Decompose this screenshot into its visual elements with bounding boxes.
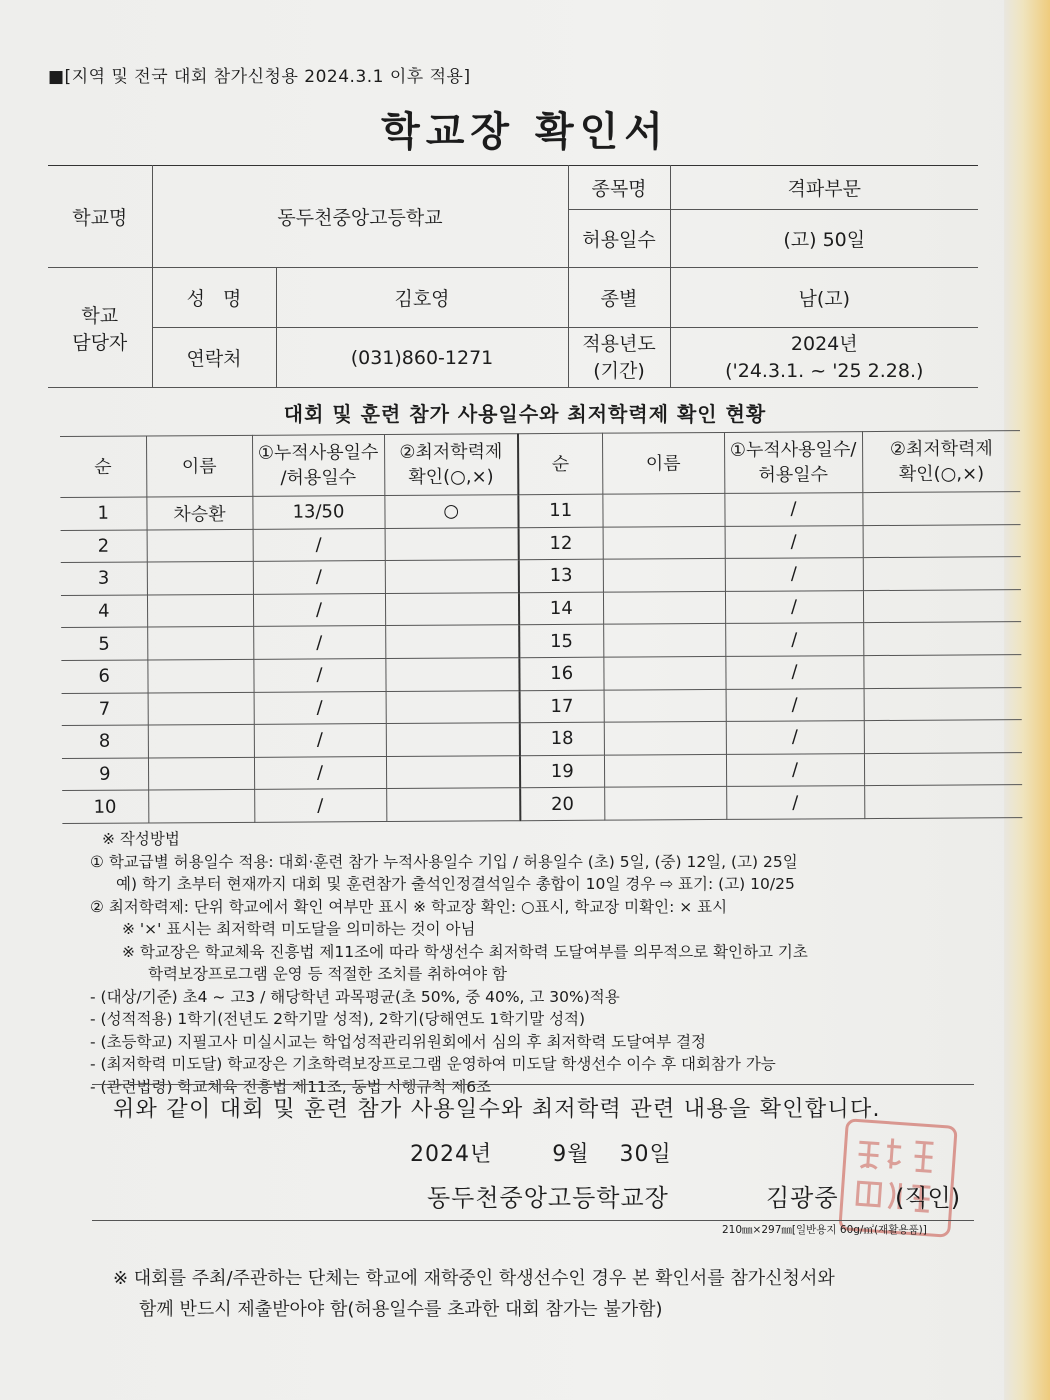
row-name-left xyxy=(147,529,253,562)
row-name-right xyxy=(603,624,725,657)
header-name-right: 이름 xyxy=(602,432,724,494)
year-label-line2: (기간) xyxy=(593,359,645,382)
row-no-left: 1 xyxy=(60,497,146,530)
row-min-left xyxy=(385,625,519,658)
manager-label-line1: 학교 xyxy=(81,304,119,327)
note-item: - (대상/기준) 초4 ~ 고3 / 해당학년 과목평균(초 50%, 중 40%, 고 30%)적용 xyxy=(90,987,620,1006)
row-days-left: 13/50 xyxy=(252,496,384,529)
row-days-right: / xyxy=(724,493,862,526)
row-name-left xyxy=(147,627,253,660)
date-day: 30일 xyxy=(619,1142,672,1167)
divider xyxy=(92,1220,974,1221)
manager-label xyxy=(48,268,152,388)
row-days-right: / xyxy=(725,656,863,689)
confirmation-statement: 위와 같이 대회 및 훈련 참가 사용일수와 최저학력 관련 내용을 확인합니다. xyxy=(113,1097,881,1122)
year-value-line2: ('24.3.1. ~ '25 2.28.) xyxy=(725,359,924,382)
manager-label-line2: 담당자 xyxy=(72,331,128,354)
row-no-left: 7 xyxy=(62,693,148,726)
year-value-line1: 2024년 xyxy=(790,332,858,355)
row-name-right xyxy=(604,754,726,787)
info-table xyxy=(48,165,978,388)
header-min-left-line1: ②최저학력제 xyxy=(399,441,503,463)
row-min-left xyxy=(385,527,519,560)
event-value: 격파부문 xyxy=(670,166,978,210)
row-name-left xyxy=(147,594,253,627)
row-min-left xyxy=(386,690,520,723)
row-min-right xyxy=(863,589,1021,623)
header-name-left: 이름 xyxy=(146,435,252,497)
row-days-left: / xyxy=(253,593,385,626)
header-min-right-line2: 확인(○,×) xyxy=(898,463,985,485)
year-label-line1: 적용년도 xyxy=(582,332,656,355)
footer-line: 함께 반드시 제출받아야 함(허용일수를 초과한 대회 참가는 불가함) xyxy=(139,1299,663,1320)
seal-label: (직인) xyxy=(895,1184,961,1212)
row-name-left: 차승환 xyxy=(146,496,252,529)
header-days-right-line2: 허용일수 xyxy=(758,464,829,486)
row-min-right xyxy=(863,622,1021,656)
note-item: ※ '×' 표시는 최저학력 미도달을 의미하는 것이 아님 xyxy=(122,920,476,938)
issue-date xyxy=(410,1137,672,1168)
row-name-right xyxy=(604,689,726,722)
note-item: ② 최저학력제: 단위 학교에서 확인 여부만 표시 ※ 학교장 확인: ○표시, 학교장 미확인: × 표시 xyxy=(90,897,728,916)
section-subtitle: 대회 및 훈련 참가 사용일수와 최저학력제 확인 현황 xyxy=(283,402,767,426)
row-days-left: / xyxy=(253,658,385,691)
header-note: ■[지역 및 전국 대회 참가신청용 2024.3.1 이후 적용] xyxy=(48,67,471,87)
note-item: ※ 학교장은 학교체육 진흥법 제11조에 따라 학생선수 최저학력 도달여부를 의무적으로 확인하고 기초 xyxy=(122,942,808,961)
row-no-right: 11 xyxy=(518,494,602,527)
name-value: 김호영 xyxy=(276,268,568,328)
row-min-right xyxy=(863,524,1021,558)
row-min-right xyxy=(864,720,1022,754)
row-min-right xyxy=(863,557,1021,591)
header-min-left xyxy=(384,434,518,496)
header-min-right xyxy=(862,431,1020,493)
row-no-left: 8 xyxy=(62,725,148,758)
row-days-right: / xyxy=(726,786,864,819)
row-min-left xyxy=(386,755,520,788)
row-no-right: 15 xyxy=(519,625,603,658)
date-month: 9월 xyxy=(552,1142,590,1167)
gender-label: 종별 xyxy=(568,268,670,328)
writing-instructions xyxy=(90,828,990,1098)
allowed-label: 허용일수 xyxy=(568,210,670,268)
note-item: - (최저학력 미도달) 학교장은 기초학력보장프로그램 운영하여 미도달 학생선수 이수 후 대회참가 가능 xyxy=(90,1055,776,1073)
row-days-left: / xyxy=(254,789,386,822)
note-item: - (성적적용) 1학기(전년도 2학기말 성적), 2학기(당해연도 1학기말 성적) xyxy=(90,1010,586,1028)
row-no-left: 5 xyxy=(61,627,147,660)
page-title: 학교장 확인서 xyxy=(381,109,669,155)
row-no-left: 4 xyxy=(61,595,147,628)
row-min-right xyxy=(863,655,1021,689)
row-days-right: / xyxy=(725,558,863,591)
row-days-left: / xyxy=(254,756,386,789)
row-no-right: 20 xyxy=(520,788,604,821)
row-min-right xyxy=(862,492,1020,526)
row-days-right: / xyxy=(725,525,863,558)
contact-label: 연락처 xyxy=(152,328,276,388)
paper-spec: 210㎜×297㎜[일반용지 60g/㎡(재활용품)] xyxy=(722,1224,927,1236)
note-heading: ※ 작성방법 xyxy=(102,830,180,848)
row-no-left: 9 xyxy=(62,758,148,791)
row-days-right: / xyxy=(725,590,863,623)
header-days-left-line2: /허용일수 xyxy=(280,467,357,489)
contact-value: (031)860-1271 xyxy=(276,328,568,388)
note-item: 학력보장프로그램 운영 등 적절한 조치를 취하여야 함 xyxy=(148,965,507,983)
row-name-left xyxy=(148,692,254,725)
row-days-left: / xyxy=(253,626,385,659)
participation-table xyxy=(60,430,1022,824)
date-year: 2024년 xyxy=(410,1142,493,1167)
header-days-right xyxy=(724,432,862,494)
row-days-left: / xyxy=(254,724,386,757)
note-item: 예) 학기 초부터 현재까지 대회 및 훈련참가 출석인정결석일수 총합이 10일 경우 ⇨ 표기: (고) 10/25 xyxy=(116,875,795,893)
row-min-right xyxy=(864,752,1022,786)
row-name-left xyxy=(147,562,253,595)
row-days-right: / xyxy=(726,753,864,786)
row-min-left xyxy=(385,592,519,625)
header-no-right: 순 xyxy=(518,433,602,495)
row-no-right: 17 xyxy=(520,690,604,723)
year-value xyxy=(670,328,978,388)
year-label xyxy=(568,328,670,388)
principal-name: 김광중 xyxy=(766,1184,839,1212)
row-name-right xyxy=(603,559,725,592)
row-name-right xyxy=(603,656,725,689)
row-name-left xyxy=(148,724,254,757)
row-no-right: 13 xyxy=(519,559,603,592)
header-days-left-line1: ①누적사용일수 xyxy=(257,442,379,464)
row-name-left xyxy=(147,659,253,692)
footer-note xyxy=(113,1263,835,1325)
note-item: ① 학교급별 허용일수 적용: 대회·훈련 참가 누적사용일수 기입 / 허용일수 (초) 5일, (중) 12일, (고) 25일 xyxy=(90,852,798,871)
row-min-left xyxy=(386,723,520,756)
school-value: 동두천중앙고등학교 xyxy=(152,166,568,268)
row-min-left xyxy=(386,788,520,821)
row-no-left: 6 xyxy=(61,660,147,693)
row-no-right: 18 xyxy=(520,722,604,755)
name-label: 성 명 xyxy=(152,268,276,328)
row-min-left xyxy=(385,658,519,691)
principal-title: 동두천중앙고등학교장 xyxy=(427,1184,669,1212)
divider xyxy=(92,1084,974,1085)
row-days-left: / xyxy=(254,691,386,724)
header-days-right-line1: ①누적사용일수/ xyxy=(729,439,857,461)
row-days-right: / xyxy=(726,688,864,721)
header-no-left: 순 xyxy=(60,436,146,498)
row-min-left: ○ xyxy=(384,495,518,528)
row-no-right: 14 xyxy=(519,592,603,625)
row-min-left xyxy=(385,560,519,593)
table-row xyxy=(62,785,1022,823)
row-no-right: 12 xyxy=(519,527,603,560)
note-item: - (초등학교) 지필고사 미실시교는 학업성적관리위원회에서 심의 후 최저학력 도달여부 결정 xyxy=(90,1032,707,1051)
row-name-right xyxy=(602,493,724,526)
row-name-right xyxy=(604,722,726,755)
row-min-right xyxy=(864,687,1022,721)
row-min-right xyxy=(864,785,1022,819)
row-no-left: 2 xyxy=(61,530,147,563)
row-days-right: / xyxy=(725,623,863,656)
header-min-right-line1: ②최저학력제 xyxy=(889,438,993,460)
row-days-left: / xyxy=(253,561,385,594)
header-days-left xyxy=(252,435,384,497)
row-name-right xyxy=(604,787,726,820)
row-name-left xyxy=(148,790,254,823)
allowed-value: (고) 50일 xyxy=(670,210,978,268)
event-label: 종목명 xyxy=(568,166,670,210)
school-label: 학교명 xyxy=(48,166,152,268)
gender-value: 남(고) xyxy=(670,268,978,328)
row-no-right: 19 xyxy=(520,755,604,788)
row-name-left xyxy=(148,757,254,790)
row-days-left: / xyxy=(253,528,385,561)
note-item: - (관련법령) 학교체육 진흥법 제11조, 동법 시행규칙 제6조 xyxy=(90,1077,492,1096)
row-name-right xyxy=(603,591,725,624)
header-min-left-line2: 확인(○,×) xyxy=(408,466,494,488)
row-name-right xyxy=(603,526,725,559)
row-no-left: 10 xyxy=(62,790,148,823)
row-no-right: 16 xyxy=(519,657,603,690)
table-header-row xyxy=(60,431,1020,498)
row-no-left: 3 xyxy=(61,562,147,595)
row-days-right: / xyxy=(726,721,864,754)
footer-line: ※ 대회를 주최/주관하는 단체는 학교에 재학중인 학생선수인 경우 본 확인서를 참가신청서와 xyxy=(113,1268,835,1289)
